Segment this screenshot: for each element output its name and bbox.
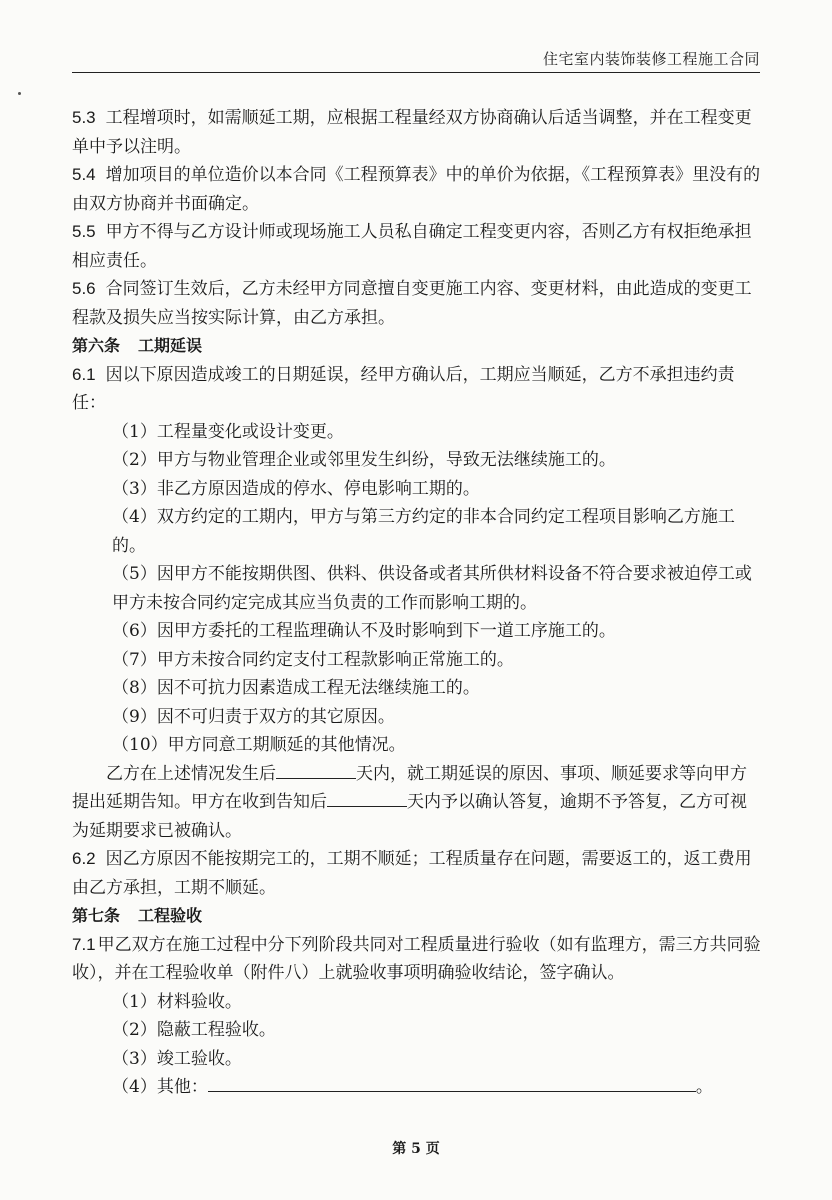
scan-speck bbox=[18, 92, 21, 95]
list-item: （1）材料验收。 bbox=[112, 991, 242, 1012]
list-item: （1）工程量变化或设计变更。 bbox=[112, 421, 344, 442]
delay-notice-paragraph: 乙方在上述情况发生后 天内，就工期延误的原因、事项、顺延要求等向甲方提出延期告知。甲方在收到告知后 天内予以确认答复，逾期不予答复，乙方可视为延期要求已被确认。 bbox=[72, 760, 762, 846]
list-item: （3）竣工验收。 bbox=[112, 1048, 242, 1069]
other-item: （4）其他： 。 bbox=[72, 1073, 762, 1102]
list-item: （9）因不可归责于双方的其它原因。 bbox=[112, 706, 395, 727]
document-body bbox=[72, 104, 762, 1102]
list-item: （10）甲方同意工期顺延的其他情况。 bbox=[112, 735, 406, 755]
list-item: （3）非乙方原因造成的停水、停电影响工期的。 bbox=[112, 478, 480, 499]
days-blank-field[interactable] bbox=[276, 760, 356, 779]
list-item: （4）双方约定的工期内，甲方与第三方约定的非本合同约定工程项目影响乙方施工的。 bbox=[112, 507, 735, 556]
clause-6-1: 6.1 因以下原因造成竣工的日期延误，经甲方确认后，工期应当顺延，乙方不承担违约责任： bbox=[72, 364, 735, 413]
list-item: （7）甲方未按合同约定支付工程款影响正常施工的。 bbox=[112, 649, 514, 670]
clause-6-2: 6.2 因乙方原因不能按期完工的，工期不顺延；工程质量存在问题，需要返工的，返工费用由乙方承担，工期不顺延。 bbox=[72, 849, 752, 898]
page-number: 第 5 页 bbox=[392, 1141, 440, 1157]
list-item: （6）因甲方委托的工程监理确认不及时影响到下一道工序施工的。 bbox=[112, 621, 616, 641]
clause-5-6: 5.6 合同签订生效后，乙方未经甲方同意擅自变更施工内容、变更材料，由此造成的变更工程款及损失应当按实际计算，由乙方承担。 bbox=[72, 279, 752, 328]
list-item: （5）因甲方不能按期供图、供料、供设备或者其所供材料设备不符合要求被迫停工或甲方未按合同约定完成其应当负责的工作而影响工期的。 bbox=[112, 564, 752, 613]
running-header: 住宅室内装饰装修工程施工合同 bbox=[542, 50, 760, 68]
list-item: （2）甲方与物业管理企业或邻里发生纠纷，导致无法继续施工的。 bbox=[112, 450, 616, 470]
list-item: （2）隐蔽工程验收。 bbox=[112, 1020, 276, 1040]
other-blank-field[interactable] bbox=[208, 1073, 696, 1092]
clause-7-1: 7.1 甲乙双方在施工过程中分下列阶段共同对工程质量进行验收（如有监理方，需三方共同验收），并在工程验收单（附件八）上就验收事项明确验收结论，签字确认。 bbox=[72, 934, 761, 983]
reply-days-blank-field[interactable] bbox=[327, 788, 407, 807]
article-7-heading: 第七条 工程验收 bbox=[72, 906, 203, 925]
clause-5-5: 5.5 甲方不得与乙方设计师或现场施工人员私自确定工程变更内容，否则乙方有权拒绝承担相应责任。 bbox=[72, 222, 752, 271]
header-rule bbox=[72, 72, 760, 73]
clause-5-4: 5.4 增加项目的单位造价以本合同《工程预算表》中的单价为依据，《工程预算表》里没有的由双方协商并书面确定。 bbox=[72, 165, 761, 214]
clause-5-3: 5.3 工程增项时，如需顺延工期，应根据工程量经双方协商确认后适当调整，并在工程变更单中予以注明。 bbox=[72, 108, 752, 157]
list-item: （8）因不可抗力因素造成工程无法继续施工的。 bbox=[112, 678, 480, 698]
article-6-heading: 第六条 工期延误 bbox=[72, 336, 203, 355]
